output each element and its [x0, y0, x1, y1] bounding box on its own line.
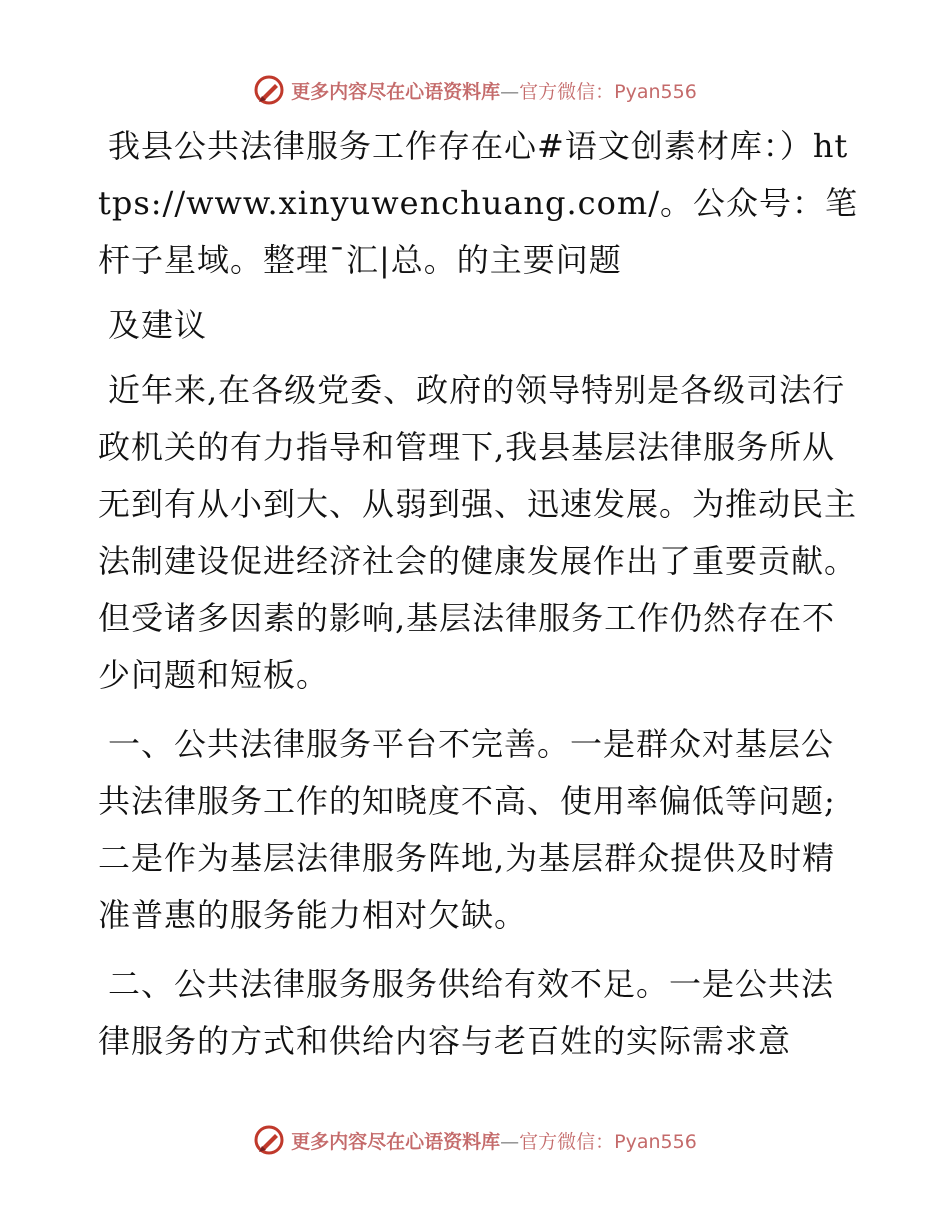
paragraph-intro: 近年来,在各级党委、政府的领导特别是各级司法行政机关的有力指导和管理下,我县基层法律服务所从无到有从小到大、从弱到强、迅速发展。为推动民主法制建设促进经济社会的健康发展作出了重要贡献。但受诸多因素的影响,基层法律服务工作仍然存在不少问题和短板。 — [98, 371, 858, 694]
paragraph-issue-two: 二、公共法律服务服务供给有效不足。一是公共法律服务的方式和供给内容与老百姓的实际需求意 — [98, 965, 835, 1060]
document-title: 我县公共法律服务工作存在心#语文创素材库：）https://www.xinyuwenchuang.com/。公众号：笔杆子星域。整理¯汇|总。的主要问题 — [98, 127, 858, 279]
document-title-continued: 及建议 — [108, 306, 208, 344]
watermark-text — [291, 1127, 697, 1154]
watermark-text — [291, 77, 697, 104]
watermark-banner-top — [0, 70, 950, 110]
paragraph-issue-one: 一、公共法律服务平台不完善。一是群众对基层公共法律服务工作的知晓度不高、使用率偏低等问题;二是作为基层法律服务阵地,为基层群众提供及时精准普惠的服务能力相对欠缺。 — [98, 725, 836, 934]
watermark-contact: 官方微信：Pyan556 — [519, 1130, 697, 1153]
watermark-separator: — — [500, 80, 520, 103]
watermark-banner-bottom — [0, 1120, 950, 1160]
document-body — [98, 118, 858, 1082]
watermark-separator: — — [500, 1130, 520, 1153]
pen-logo-icon — [253, 74, 285, 106]
watermark-contact: 官方微信：Pyan556 — [519, 80, 697, 103]
watermark-title: 更多内容尽在心语资料库 — [291, 1130, 501, 1153]
pen-logo-icon — [253, 1124, 285, 1156]
watermark-title: 更多内容尽在心语资料库 — [291, 80, 501, 103]
